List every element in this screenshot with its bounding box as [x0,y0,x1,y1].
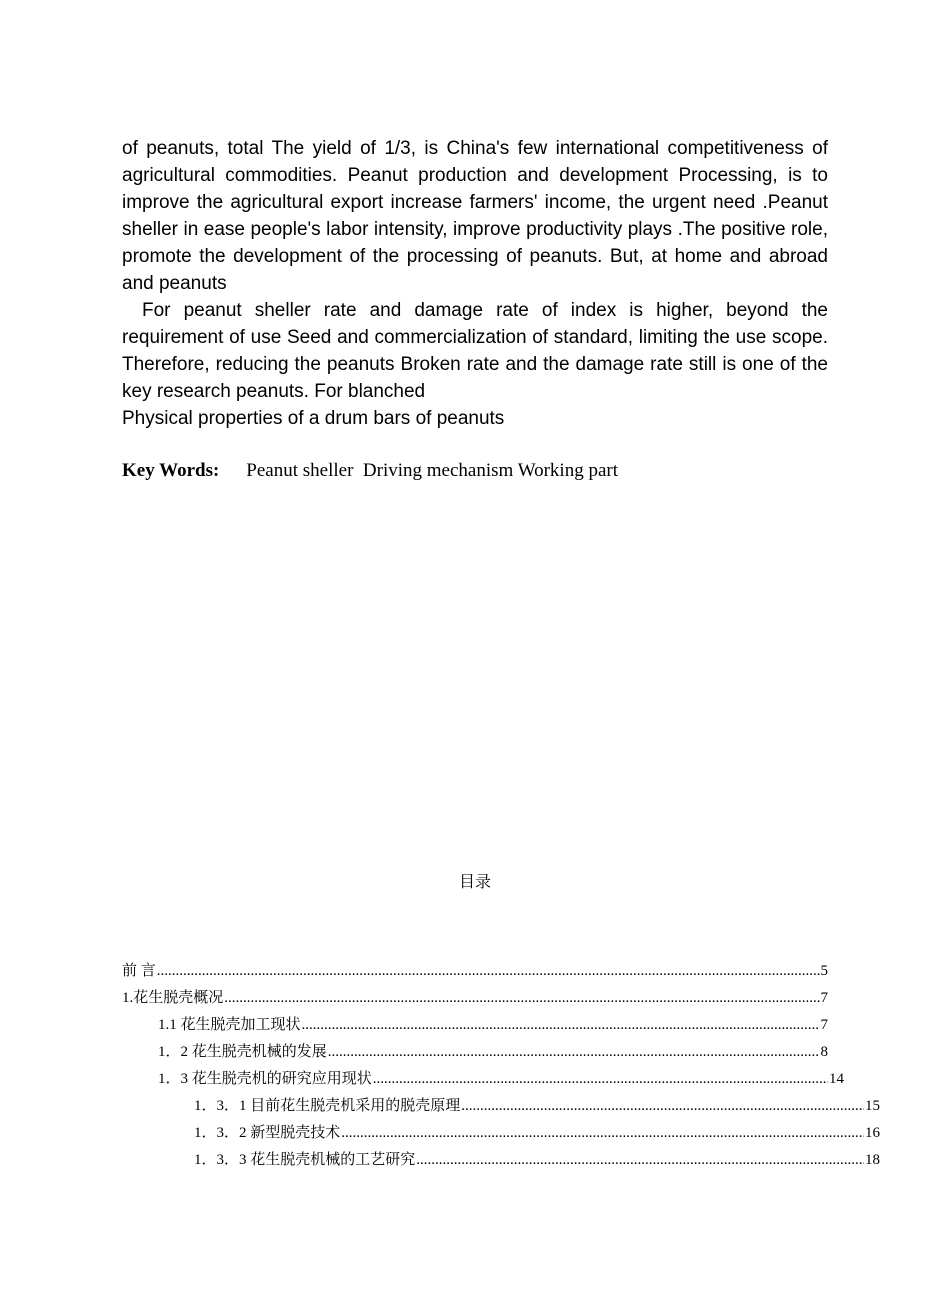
toc-entry[interactable] [122,1066,844,1093]
toc-entry[interactable] [122,1147,880,1174]
toc-entry[interactable] [122,1093,880,1120]
toc-entry-label: 1．2 花生脱壳机械的发展 [158,1044,327,1060]
toc-entry[interactable] [122,1120,880,1147]
toc-title: 目录 [458,872,491,891]
toc-entry-page: 14 [829,1071,844,1087]
toc-entry-label: 前 言 [122,963,156,979]
table-of-contents [122,958,880,1174]
toc-entry-page: 18 [865,1152,880,1168]
toc-entry-page: 15 [865,1098,880,1114]
toc-entry-label: 1．3．1 目前花生脱壳机采用的脱壳原理 [194,1098,461,1114]
abstract-paragraph-1: of peanuts, total The yield of 1/3, is China's few international competitiveness of agricultural commodities. Peanut production and development Processing, is to improve the agricultural export increase farmers' income, the urgent need .Peanut sheller in ease people's labor intensity, improve productivity plays .The positive role, promote the development of the processing of peanuts. But, at home and abroad and peanuts [122,138,828,294]
toc-leader-dots [461,1093,864,1120]
toc-entry-label: 1．3．2 新型脱壳技术 [194,1125,341,1141]
toc-leader-dots [416,1147,864,1174]
toc-entry-page: 7 [820,1017,828,1033]
toc-entry-label: 1.花生脱壳概况 [122,990,224,1006]
keywords-value: Peanut sheller Driving mechanism Working part [246,460,619,481]
toc-leader-dots [302,1012,820,1039]
abstract-paragraph-2: For peanut sheller rate and damage rate of index is higher, beyond the requirement of use Seed and commercialization of standard, limiting the use scope. Therefore, reducing the peanuts Broken rate and the damage rate still is one of the key research peanuts. For blanched [122,300,828,402]
toc-leader-dots [373,1066,828,1093]
keywords-line [122,458,618,484]
toc-entry[interactable] [122,1039,828,1066]
toc-entry-page: 5 [820,963,828,979]
toc-leader-dots [224,985,819,1012]
keywords-label: Key Words: [122,460,220,481]
toc-entry[interactable] [122,958,828,985]
toc-entry-label: 1．3 花生脱壳机的研究应用现状 [158,1071,372,1087]
toc-entry[interactable] [122,1012,828,1039]
toc-entry-label: 1．3．3 花生脱壳机械的工艺研究 [194,1152,416,1168]
toc-leader-dots [157,958,820,985]
toc-entry[interactable] [122,985,828,1012]
toc-entry-page: 16 [865,1125,880,1141]
toc-entry-page: 8 [820,1044,828,1060]
toc-entry-label: 1.1 花生脱壳加工现状 [158,1017,301,1033]
toc-leader-dots [328,1039,820,1066]
toc-entry-page: 7 [820,990,828,1006]
toc-leader-dots [341,1120,864,1147]
abstract-paragraph-3: Physical properties of a drum bars of peanuts [122,408,505,429]
abstract-section [122,135,828,432]
